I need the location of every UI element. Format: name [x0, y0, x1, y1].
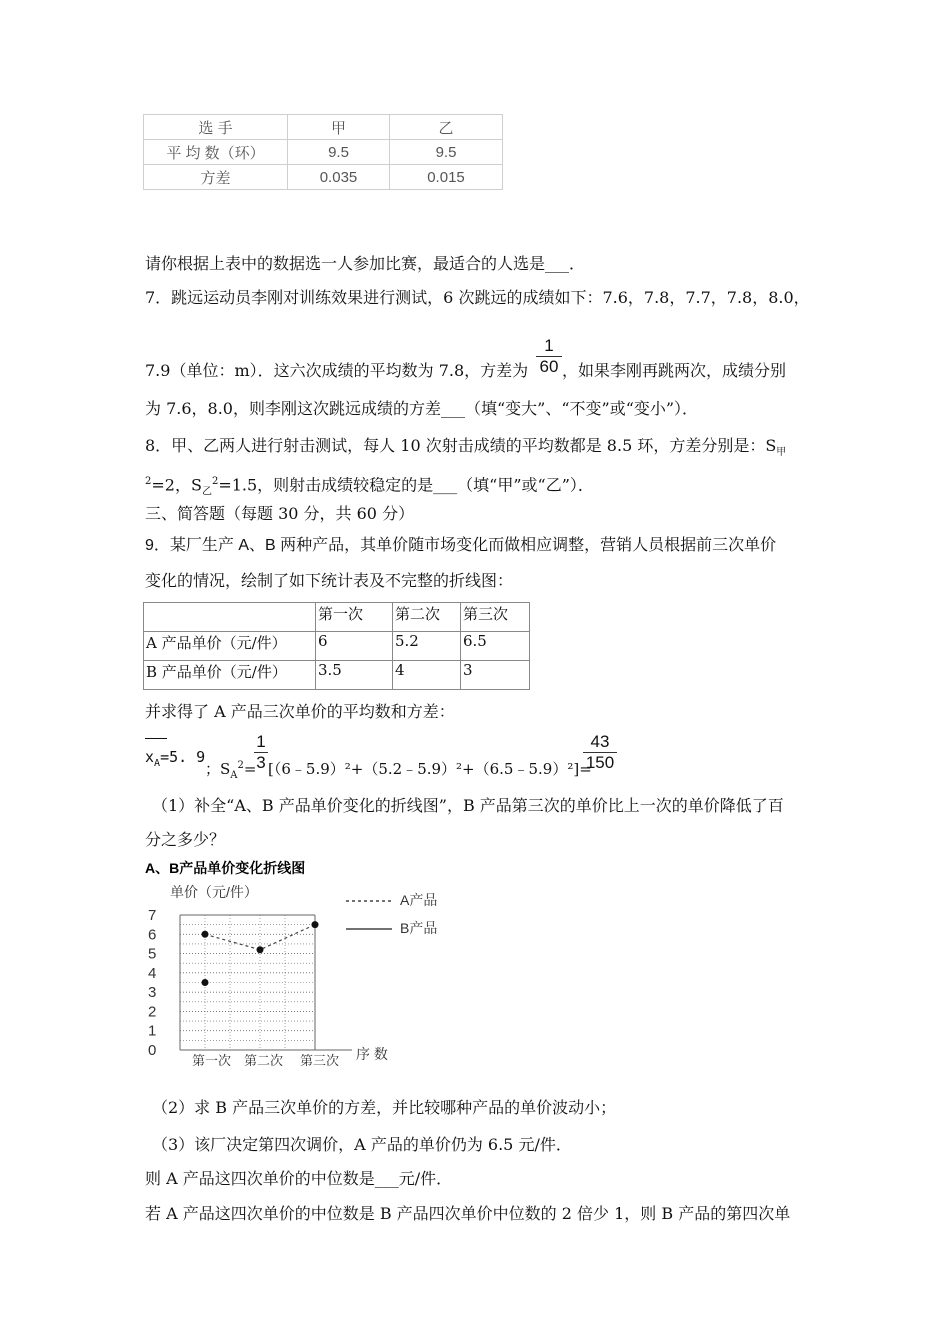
series-a-point [257, 946, 264, 953]
sub-question-2: （2）求 B 产品三次单价的方差，并比较哪种产品的单价波动小； [152, 1098, 617, 1117]
x-tick-labels [192, 1053, 339, 1068]
y-tick-label: 6 [148, 926, 157, 944]
table2-cell: A 产品单价（元/件） [144, 632, 316, 661]
table2-cell: 5.2 [393, 632, 461, 661]
table2-cell: B 产品单价（元/件） [144, 661, 316, 690]
table2-header-cell: 第一次 [316, 603, 393, 632]
table2-cell: 3.5 [316, 661, 393, 690]
y-tick-label: 2 [148, 1003, 157, 1021]
table2-header-cell: 第三次 [461, 603, 530, 632]
variance-formula: [（6﹣5.9）²+（5.2﹣5.9）²+（6.5﹣5.9）²]= [268, 760, 592, 778]
legend-b-label: B产品 [400, 920, 438, 936]
question-8-line2 [145, 472, 594, 503]
question-7-line2b: ，如果李刚再跳两次，成绩分别 [562, 361, 787, 380]
question-8-text: =1.5，则射击成绩较稳定的是___（填“甲”或“乙”）． [218, 475, 594, 495]
xbar-subscript: A [154, 758, 161, 769]
y-tick-label: 5 [148, 945, 157, 963]
series-b-point [202, 979, 209, 986]
table2-cell: 3 [461, 661, 530, 690]
fraction-numerator: 1 [254, 732, 268, 753]
question-9-line2: 变化的情况，绘制了如下统计表及不完整的折线图： [145, 573, 514, 590]
table1-header-cell: 甲 [288, 115, 390, 140]
x-tick-label: 第三次 [300, 1053, 340, 1068]
x-tick-label: 第二次 [244, 1053, 284, 1068]
fraction-1-3 [254, 732, 268, 773]
fraction-denominator: 150 [585, 753, 615, 772]
y-tick-labels [148, 907, 156, 1059]
y-tick-label: 4 [148, 964, 157, 982]
table2-header-cell: 第二次 [393, 603, 461, 632]
table1-cell: 平 均 数（环） [144, 140, 288, 165]
table2-header-cell [144, 603, 316, 632]
x-tick-label: 第一次 [192, 1053, 232, 1068]
table2-cell: 6 [316, 632, 393, 661]
series-a-point [312, 921, 319, 928]
superscript-2: 2 [211, 476, 219, 487]
fraction-1-60 [536, 336, 562, 377]
chart-title: A、B产品单价变化折线图 [145, 860, 306, 876]
variance-subscript: A [230, 770, 238, 781]
table1-cell: 9.5 [390, 140, 503, 165]
sub-question-3-median: 则 A 产品这四次单价的中位数是___元/件． [145, 1169, 453, 1188]
table2-cell: 6.5 [461, 632, 530, 661]
table1-cell: 9.5 [288, 140, 390, 165]
mean-formula [145, 748, 205, 769]
fraction-numerator: 43 [583, 732, 617, 753]
equals-sign: = [243, 760, 257, 778]
fraction-denominator: 60 [539, 357, 559, 376]
sub-question-3: （3）该厂决定第四次调价，A 产品的单价仍为 6.5 元/件． [152, 1135, 572, 1154]
question-9-line1: 9．某厂生产 A、B 两种产品，其单价随市场变化而做相应调整，营销人员根据前三次单价 [145, 537, 777, 554]
fraction-denominator: 3 [256, 753, 266, 772]
chart-legend [340, 885, 460, 945]
variance-symbol: ；S [205, 760, 231, 778]
question-8-line1 [145, 436, 786, 463]
table1-cell: 方差 [144, 165, 288, 190]
xbar-symbol: x [145, 748, 155, 766]
question-8-text: 8．甲、乙两人进行射击测试，每人 10 次射击成绩的平均数都是 8.5 环，方差分别是：S [145, 436, 777, 455]
xbar-overline [145, 738, 167, 739]
sub-question-1b: 分之多少？ [145, 830, 226, 849]
y-tick-label: 0 [148, 1042, 157, 1059]
question-6-text: 请你根据上表中的数据选一人参加比赛，最适合的人选是___． [145, 254, 586, 273]
table2-cell: 4 [393, 661, 461, 690]
subscript-jia: 甲 [776, 447, 787, 459]
table1-header-cell: 选 手 [144, 115, 288, 140]
mean-value: =5. 9 [160, 748, 206, 766]
section-heading: 三、简答题（每题 30 分，共 60 分） [145, 504, 415, 523]
y-tick-label: 1 [148, 1022, 157, 1040]
y-tick-label: 3 [148, 984, 157, 1002]
table1-cell: 0.035 [288, 165, 390, 190]
question-8-text: =2，S [151, 475, 202, 495]
sub-question-3-condition: 若 A 产品这四次单价的中位数是 B 产品四次单价中位数的 2 倍少 1，则 B 产品的第四次单 [145, 1204, 791, 1223]
question-7-line3: 为 7.6，8.0，则李刚这次跳远成绩的方差___（填“变大”、“不变”或“变小”）． [145, 399, 699, 418]
superscript-2: 2 [237, 760, 244, 771]
y-axis-label: 单价（元/件） [170, 884, 258, 900]
subscript-yi: 乙 [201, 486, 212, 498]
x-axis-label: 序 数 [356, 1046, 388, 1062]
fraction-43-150 [583, 732, 617, 773]
question-9-line3: 并求得了 A 产品三次单价的平均数和方差： [145, 702, 455, 721]
table1-header-cell: 乙 [390, 115, 503, 140]
legend-a-label: A产品 [400, 892, 438, 908]
chart-grid [160, 905, 352, 1050]
superscript-2: 2 [145, 476, 152, 487]
fraction-numerator: 1 [536, 336, 562, 357]
question-7-line2a: 7.9（单位：m）．这六次成绩的平均数为 7.8，方差为 [145, 361, 529, 380]
price-table [143, 602, 530, 690]
table1-cell: 0.015 [390, 165, 503, 190]
variance-label [205, 758, 256, 781]
y-tick-label: 7 [148, 907, 157, 924]
sub-question-1a: （1）补全“A、B 产品单价变化的折线图”，B 产品第三次的单价比上一次的单价降低了百 [152, 796, 784, 815]
variance-table [143, 114, 503, 190]
question-7-line1: 7．跳远运动员李刚对训练效果进行测试，6 次跳远的成绩如下：7.6，7.8，7.7，7.8，8.0， [145, 288, 810, 307]
series-a-point [202, 931, 209, 938]
